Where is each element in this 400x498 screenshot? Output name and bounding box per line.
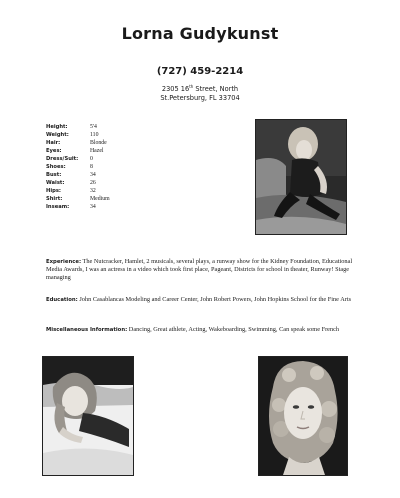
stat-value: Blonde [90,139,107,146]
stat-label: Bust: [46,172,62,178]
stat-value: 34 [90,171,96,178]
phone-number: (727) 459-2214 [156,66,244,77]
misc-label: Miscellaneous Information: [46,327,128,333]
stat-value: 26 [90,179,96,186]
model-name: Lorna Gudykunst [121,24,279,43]
stat-label: Hips: [46,188,61,194]
education-text: John Casablancas Modeling and Career Center, John Robert Powers, John Hopkins School for the Fine Arts [77,296,352,303]
experience-paragraph [46,258,354,283]
closeup-photo-illustration [259,357,347,475]
stat-value: 8 [90,163,93,170]
stat-value: 5'4 [90,123,97,130]
experience-label: Experience: [46,259,82,265]
stat-label: Height: [46,124,68,130]
address-line-2: St.Petersburg, FL 33704 [160,94,240,102]
stat-value: 34 [90,203,96,210]
closeup-headshot-photo [258,356,348,476]
education-label: Education: [46,297,78,303]
address-street-name: Street, North [193,85,239,94]
experience-text: The Nutcracker, Hamlet, 2 musicals, several plays, a runway show for the Kidney Foundation, Educational Media Awards, I was an actress in a video which took first place, Pageant, Districts for school in theater, Runway! Stage managing [46,258,353,282]
lying-pose-photo [42,356,134,476]
education-paragraph [46,296,354,304]
stat-label: Eyes: [46,148,62,154]
misc-paragraph [46,326,354,334]
stat-value: Medium [90,195,110,202]
lying-photo-illustration [43,357,133,475]
stat-value: 32 [90,187,96,194]
stat-label: Shoes: [46,164,66,170]
address-ordinal-suffix: th [189,84,194,89]
stat-label: Hair: [46,140,61,146]
headshot-seated-photo [255,119,347,235]
stat-label: Inseam: [46,204,70,210]
stat-value: Hazel [90,147,104,154]
stat-label: Dress/Suit: [46,156,79,162]
stat-label: Waist: [46,180,65,186]
misc-text: Dancing, Great athlete, Acting, Wakeboarding, Swimming, Can speak some French [127,326,340,333]
stat-label: Shirt: [46,196,63,202]
seated-photo-illustration [256,120,346,234]
stat-label: Weight: [46,132,69,138]
address-line-1 [0,84,400,93]
address-street-number: 2305 16 [161,85,190,94]
stat-value: 0 [90,155,93,162]
stat-value: 110 [90,131,99,138]
